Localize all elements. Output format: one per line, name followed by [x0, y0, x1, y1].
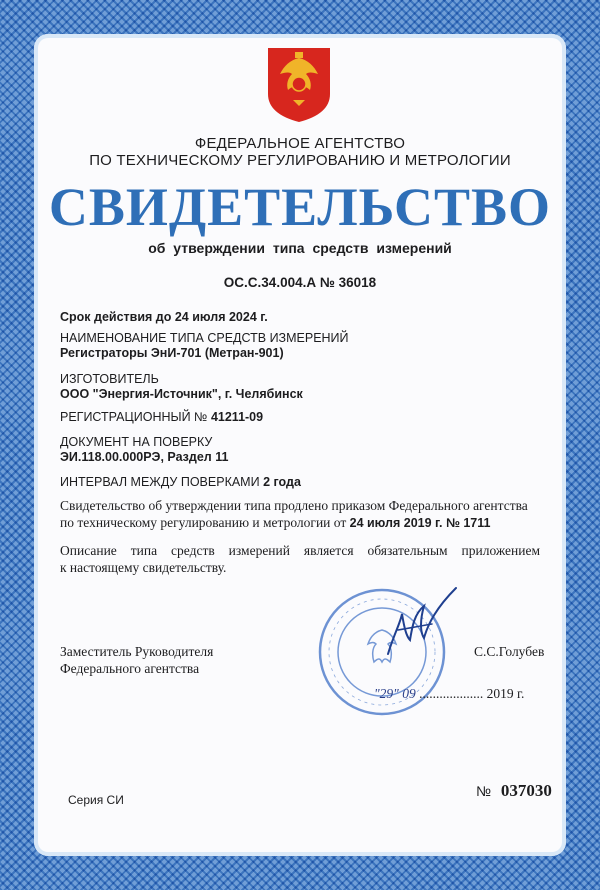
- serial-number-value: 037030: [500, 781, 552, 800]
- verification-doc-label: ДОКУМЕНТ НА ПОВЕРКУ: [60, 435, 213, 449]
- agency-name-line1: ФЕДЕРАЛЬНОЕ АГЕНТСТВО: [194, 135, 406, 152]
- verification-doc-value: ЭИ.118.00.000РЭ, Раздел 11: [60, 450, 229, 464]
- maker-value: ООО "Энергия-Источник", г. Челябинск: [60, 387, 303, 401]
- maker-label: ИЗГОТОВИТЕЛЬ: [60, 372, 159, 386]
- annex-text-line1: Описание типа средств измерений является обязательным приложением: [60, 543, 540, 558]
- signature-date: [374, 686, 524, 702]
- registration-number: [60, 410, 263, 424]
- signature-date-month: 09: [402, 686, 416, 701]
- document-title: СВИДЕТЕЛЬСТВО: [48, 177, 552, 237]
- verification-interval: [60, 475, 301, 489]
- serial-number: [476, 781, 552, 801]
- signature-date-year: 2019 г.: [486, 686, 525, 701]
- signatory-title-line2: Федерального агентства: [60, 661, 200, 676]
- type-label: НАИМЕНОВАНИЕ ТИПА СРЕДСТВ ИЗМЕРЕНИЙ: [60, 331, 349, 345]
- document-subtitle: об утверждении типа средств измерений: [148, 240, 452, 256]
- interval-label: ИНТЕРВАЛ МЕЖДУ ПОВЕРКАМИ: [60, 475, 260, 489]
- extension-text-line2-a: по техническому регулированию и метрологии от: [60, 515, 350, 530]
- signature-date-day: "29": [374, 686, 399, 701]
- series-label: Серия СИ: [68, 793, 124, 807]
- extension-text-line2: [60, 515, 490, 531]
- signatory-title-line1: Заместитель Руководителя: [60, 644, 214, 659]
- signatory-name: С.С.Голубев: [474, 644, 545, 659]
- annex-text-line2: к настоящему свидетельству.: [60, 560, 227, 575]
- certificate-number: ОС.С.34.004.А № 36018: [223, 275, 377, 290]
- type-value: Регистраторы ЭнИ-701 (Метран-901): [60, 346, 284, 360]
- registration-label: РЕГИСТРАЦИОННЫЙ №: [60, 410, 208, 424]
- registration-value: 41211-09: [210, 410, 264, 424]
- signature-date-dots: ...................: [419, 686, 484, 701]
- signature-icon: [380, 584, 460, 664]
- validity-date: Срок действия до 24 июля 2024 г.: [60, 310, 268, 324]
- agency-name-line2: ПО ТЕХНИЧЕСКОМУ РЕГУЛИРОВАНИЮ И МЕТРОЛОГИИ: [89, 152, 511, 169]
- serial-number-sign: №: [476, 783, 492, 799]
- extension-text-line1: Свидетельство об утверждении типа продлено приказом Федерального агентства: [60, 498, 528, 513]
- interval-value: 2 года: [263, 475, 301, 489]
- extension-order: 24 июля 2019 г. № 1711: [349, 516, 491, 530]
- coat-of-arms-icon: [264, 44, 334, 124]
